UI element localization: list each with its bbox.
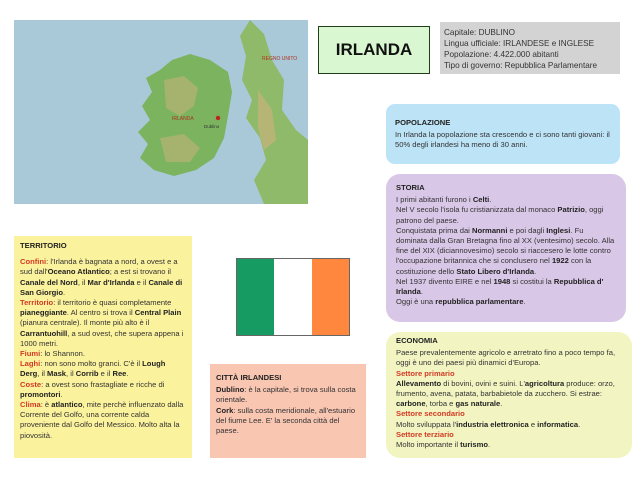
storia-p4: Nel 1937 divento EIRE e nel 1948 si costitui la Repubblica d' Irlanda. (396, 276, 604, 297)
storia-p5: Oggi è una repubblica parlamentare. (396, 297, 526, 307)
economia-primario-heading: Settore primario (396, 368, 455, 378)
economia-secondario-text: Molto sviluppata l'industria elettronica e informatica. (396, 419, 581, 429)
fact-government: Tipo di governo: Repubblica Parlamentare (444, 61, 598, 70)
label-dublin: Dublino (204, 124, 220, 129)
citta-cork: Cork: sulla costa meridionale, all'estuario del fiume Lee. E' la seconda città del paese. (216, 405, 356, 436)
fact-population: Popolazione: 4.422.000 abitanti (444, 50, 559, 59)
citta-card (210, 364, 366, 458)
popolazione-heading: POPOLAZIONE (395, 118, 451, 127)
storia-heading: STORIA (396, 183, 425, 192)
fact-language: Lingua ufficiale: IRLANDESE e INGLESE (444, 39, 595, 48)
storia-p2: Nel V secolo l'isola fu cristianizzata dal monaco Patrizio, oggi patrono del paese. (396, 205, 604, 225)
popolazione-card (386, 104, 620, 164)
citta-heading: CITTÀ IRLANDESI (216, 373, 282, 382)
economia-intro: Paese prevalentemente agricolo e arretrato fino a poco tempo fa, oggi è uno dei paesi più dinamici d'Europa. (396, 348, 616, 368)
ireland-map (14, 20, 308, 204)
label-uk: REGNO UNITO (262, 56, 298, 62)
fact-capital: Capitale: DUBLINO (444, 28, 515, 37)
flag-stripe-white (274, 259, 311, 335)
dublin-marker (216, 116, 220, 120)
map-image (14, 20, 308, 204)
economia-terziario-text: Molto importante il turismo. (396, 440, 491, 450)
page-title: IRLANDA (318, 26, 430, 74)
storia-card (386, 174, 626, 322)
territorio-confini: Confini: l'Irlanda è bagnata a nord, a ovest e a sud dall'Oceano Atlantico; a est si trovano il Canale del Nord, il Mar d'Irlanda e il Canale di San Giorgio. (20, 257, 183, 297)
citta-dublino: Dublino: è la capitale, si trova sulla costa orientale. (216, 385, 356, 405)
flag-stripe-orange (312, 259, 349, 335)
popolazione-text: In Irlanda la popolazione sta crescendo e ci sono tanti giovani: il 50% degli irlandesi ha meno di 30 anni. (395, 130, 610, 150)
label-ireland: IRLANDA (172, 116, 194, 122)
irish-flag (236, 258, 350, 336)
territorio-coste: Coste: a ovest sono frastagliate e ricche di promontori. (20, 379, 165, 399)
storia-p1: I primi abitanti furono i Celti. (396, 195, 492, 205)
economia-primario-text: Allevamento di bovini, ovini e suini. L'agricoltura produce: orzo, frumento, avena, patata, barbabietole da zucchero. Si estrae: carbone, torba e gas naturale. (396, 378, 615, 409)
facts-box (440, 22, 620, 74)
territorio-heading: TERRITORIO (20, 241, 67, 250)
storia-p3: Conquistata prima dai Normanni e poi dagli Inglesi. Fu dominata dalla Gran Bretagna fino al XX (ventesimo) secolo. Alla fine del XIX (diciannovesimo) secolo si riaccesero le lotte contro l'occupazione britannica che si conclusero nel 1922 con la costituzione dello Stato Libero d'Irlanda. (396, 225, 615, 276)
territorio-clima: Clima: è atlantico, mite perchè influenzato dalla Corrente del Golfo, una corrente calda proveniente dal Golfo del Messico. Molto alta la piovosità. (20, 400, 184, 440)
economia-terziario-heading: Settore terziario (396, 429, 454, 439)
territorio-card (14, 236, 192, 458)
territorio-territorio: Territorio: il territorio è quasi completamente pianeggiante. Al centro si trova il Central Plain (pianura centrale). Il monte più alto è il Carrantuohill, a sud ovest, che supera appena i 1000 metri. (20, 298, 184, 348)
economia-card (386, 332, 632, 458)
territorio-laghi: Laghi: non sono molto granci. C'è il Lough Derg, il Mask, il Corrib e il Ree. (20, 359, 166, 379)
economia-heading: ECONOMIA (396, 336, 438, 345)
flag-stripe-green (237, 259, 274, 335)
economia-secondario-heading: Settore secondario (396, 409, 465, 419)
territorio-fiumi: Fiumi: lo Shannon. (20, 349, 86, 359)
